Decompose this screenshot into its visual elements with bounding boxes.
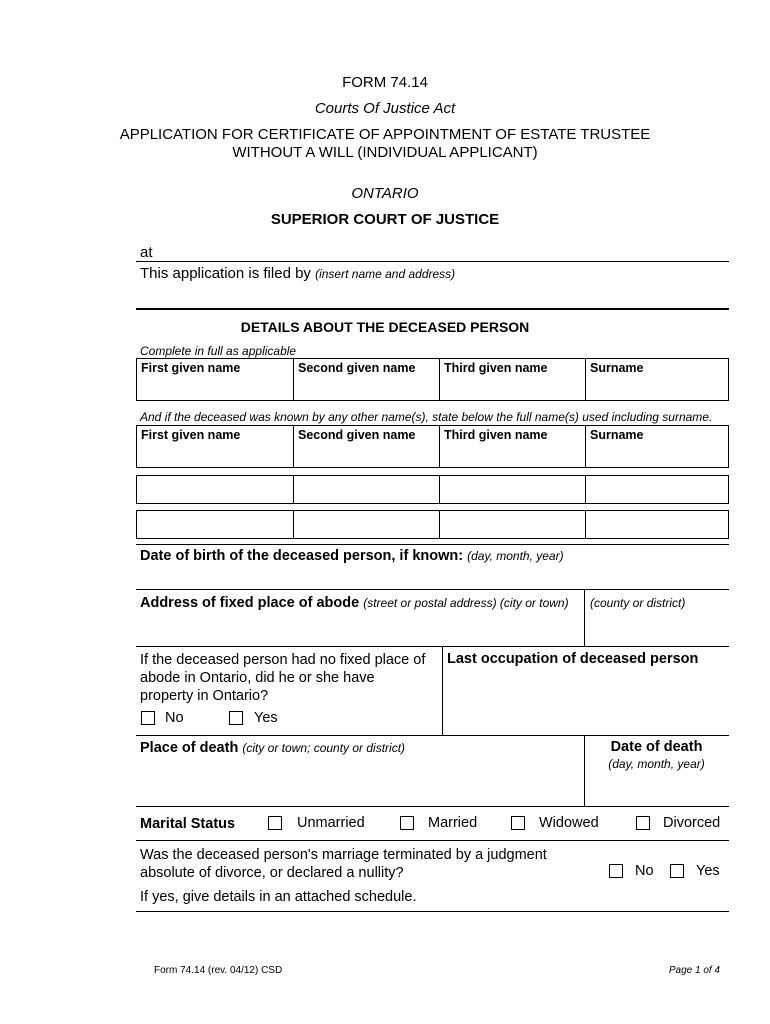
name-field[interactable] bbox=[439, 511, 585, 538]
marital-status-label: Marital Status bbox=[140, 816, 236, 832]
divider bbox=[136, 806, 729, 807]
married-label: Married bbox=[428, 815, 478, 831]
details-heading: DETAILS ABOUT THE DECEASED PERSON bbox=[240, 319, 530, 335]
widowed-checkbox[interactable] bbox=[511, 816, 525, 830]
name-field[interactable] bbox=[585, 476, 728, 503]
terminated-no-checkbox[interactable] bbox=[609, 864, 623, 878]
divider bbox=[442, 646, 443, 735]
name-field[interactable] bbox=[137, 511, 293, 538]
unmarried-checkbox[interactable] bbox=[268, 816, 282, 830]
deceased-name-table bbox=[136, 358, 729, 401]
widowed-label: Widowed bbox=[539, 815, 599, 831]
dob-hint: (day, month, year) bbox=[467, 549, 564, 563]
place-of-death-label: Place of death bbox=[140, 740, 239, 756]
no-label: No bbox=[165, 710, 184, 726]
other-name-table bbox=[136, 425, 729, 468]
form-number: FORM 74.14 bbox=[342, 74, 428, 91]
name-field[interactable] bbox=[137, 476, 293, 503]
question-line: If the deceased person had no fixed place of bbox=[140, 652, 426, 668]
second-name-cell[interactable] bbox=[293, 359, 439, 400]
filed-by-label: This application is filed by bbox=[140, 265, 311, 282]
name-field[interactable] bbox=[585, 511, 728, 538]
other-third-name-cell[interactable] bbox=[439, 426, 585, 467]
dob-label: Date of birth of the deceased person, if known: bbox=[140, 548, 464, 564]
place-of-death-field[interactable] bbox=[140, 740, 405, 756]
question-line: Was the deceased person's marriage terminated by a judgment bbox=[140, 847, 547, 863]
marriage-terminated-question bbox=[140, 846, 547, 882]
divider bbox=[136, 840, 729, 841]
column-header: Second given name bbox=[298, 428, 416, 442]
county-hint[interactable]: (county or district) bbox=[590, 596, 686, 610]
abode-hint: (street or postal address) (city or town) bbox=[363, 596, 569, 610]
column-header: Third given name bbox=[444, 428, 548, 442]
divorced-checkbox[interactable] bbox=[636, 816, 650, 830]
form-title-line2: WITHOUT A WILL (INDIVIDUAL APPLICANT) bbox=[232, 144, 538, 161]
act-name: Courts Of Justice Act bbox=[314, 100, 456, 117]
column-header: Second given name bbox=[298, 361, 416, 375]
abode-field[interactable] bbox=[140, 595, 569, 611]
terminated-no-label: No bbox=[635, 863, 654, 879]
divider bbox=[136, 544, 729, 545]
divider bbox=[584, 589, 585, 646]
question-line: abode in Ontario, did he or she have bbox=[140, 670, 375, 686]
page-number: Page 1 of 4 bbox=[668, 965, 720, 976]
other-names-note: And if the deceased was known by any other name(s), state below the full name(s) used including surname. bbox=[140, 410, 713, 424]
married-checkbox[interactable] bbox=[400, 816, 414, 830]
name-field[interactable] bbox=[293, 476, 439, 503]
date-of-death-label[interactable]: Date of death bbox=[610, 739, 703, 755]
divider bbox=[136, 589, 729, 590]
no-fixed-question bbox=[140, 651, 425, 705]
other-first-name-cell[interactable] bbox=[137, 426, 293, 467]
name-field[interactable] bbox=[439, 476, 585, 503]
column-header: Third given name bbox=[444, 361, 548, 375]
column-header: Surname bbox=[590, 428, 644, 442]
dob-field[interactable] bbox=[140, 548, 564, 564]
column-header: Surname bbox=[590, 361, 644, 375]
divider bbox=[136, 646, 729, 647]
question-line: absolute of divorce, or declared a nullity? bbox=[140, 865, 404, 881]
form-revision: Form 74.14 (rev. 04/12) CSD bbox=[154, 965, 283, 976]
form-title-line1: APPLICATION FOR CERTIFICATE OF APPOINTMENT OF ESTATE TRUSTEE bbox=[119, 126, 651, 143]
filed-by-hint: (insert name and address) bbox=[315, 267, 456, 281]
abode-label: Address of fixed place of abode bbox=[140, 595, 360, 611]
terminated-yes-checkbox[interactable] bbox=[670, 864, 684, 878]
divider bbox=[136, 308, 729, 310]
other-name-row bbox=[136, 510, 729, 539]
other-surname-cell[interactable] bbox=[585, 426, 728, 467]
yes-checkbox[interactable] bbox=[229, 711, 243, 725]
occupation-label[interactable]: Last occupation of deceased person bbox=[447, 651, 699, 667]
terminated-yes-label: Yes bbox=[696, 863, 720, 879]
no-checkbox[interactable] bbox=[141, 711, 155, 725]
column-header: First given name bbox=[141, 361, 241, 375]
at-label: at bbox=[140, 244, 153, 261]
name-field[interactable] bbox=[293, 511, 439, 538]
divider bbox=[136, 261, 729, 262]
province: ONTARIO bbox=[351, 185, 419, 202]
complete-note: Complete in full as applicable bbox=[140, 344, 297, 358]
question-line: property in Ontario? bbox=[140, 688, 269, 704]
third-name-cell[interactable] bbox=[439, 359, 585, 400]
yes-label: Yes bbox=[254, 710, 278, 726]
divider bbox=[136, 735, 729, 736]
details-note: If yes, give details in an attached schedule. bbox=[140, 889, 417, 905]
other-name-row bbox=[136, 475, 729, 504]
divorced-label: Divorced bbox=[663, 815, 721, 831]
unmarried-label: Unmarried bbox=[297, 815, 365, 831]
other-second-name-cell[interactable] bbox=[293, 426, 439, 467]
filed-by-line bbox=[140, 265, 455, 282]
divider bbox=[136, 911, 729, 912]
place-of-death-hint: (city or town; county or district) bbox=[242, 741, 406, 755]
column-header: First given name bbox=[141, 428, 241, 442]
surname-cell[interactable] bbox=[585, 359, 728, 400]
court-name: SUPERIOR COURT OF JUSTICE bbox=[270, 211, 500, 228]
first-name-cell[interactable] bbox=[137, 359, 293, 400]
date-of-death-hint: (day, month, year) bbox=[608, 757, 705, 771]
